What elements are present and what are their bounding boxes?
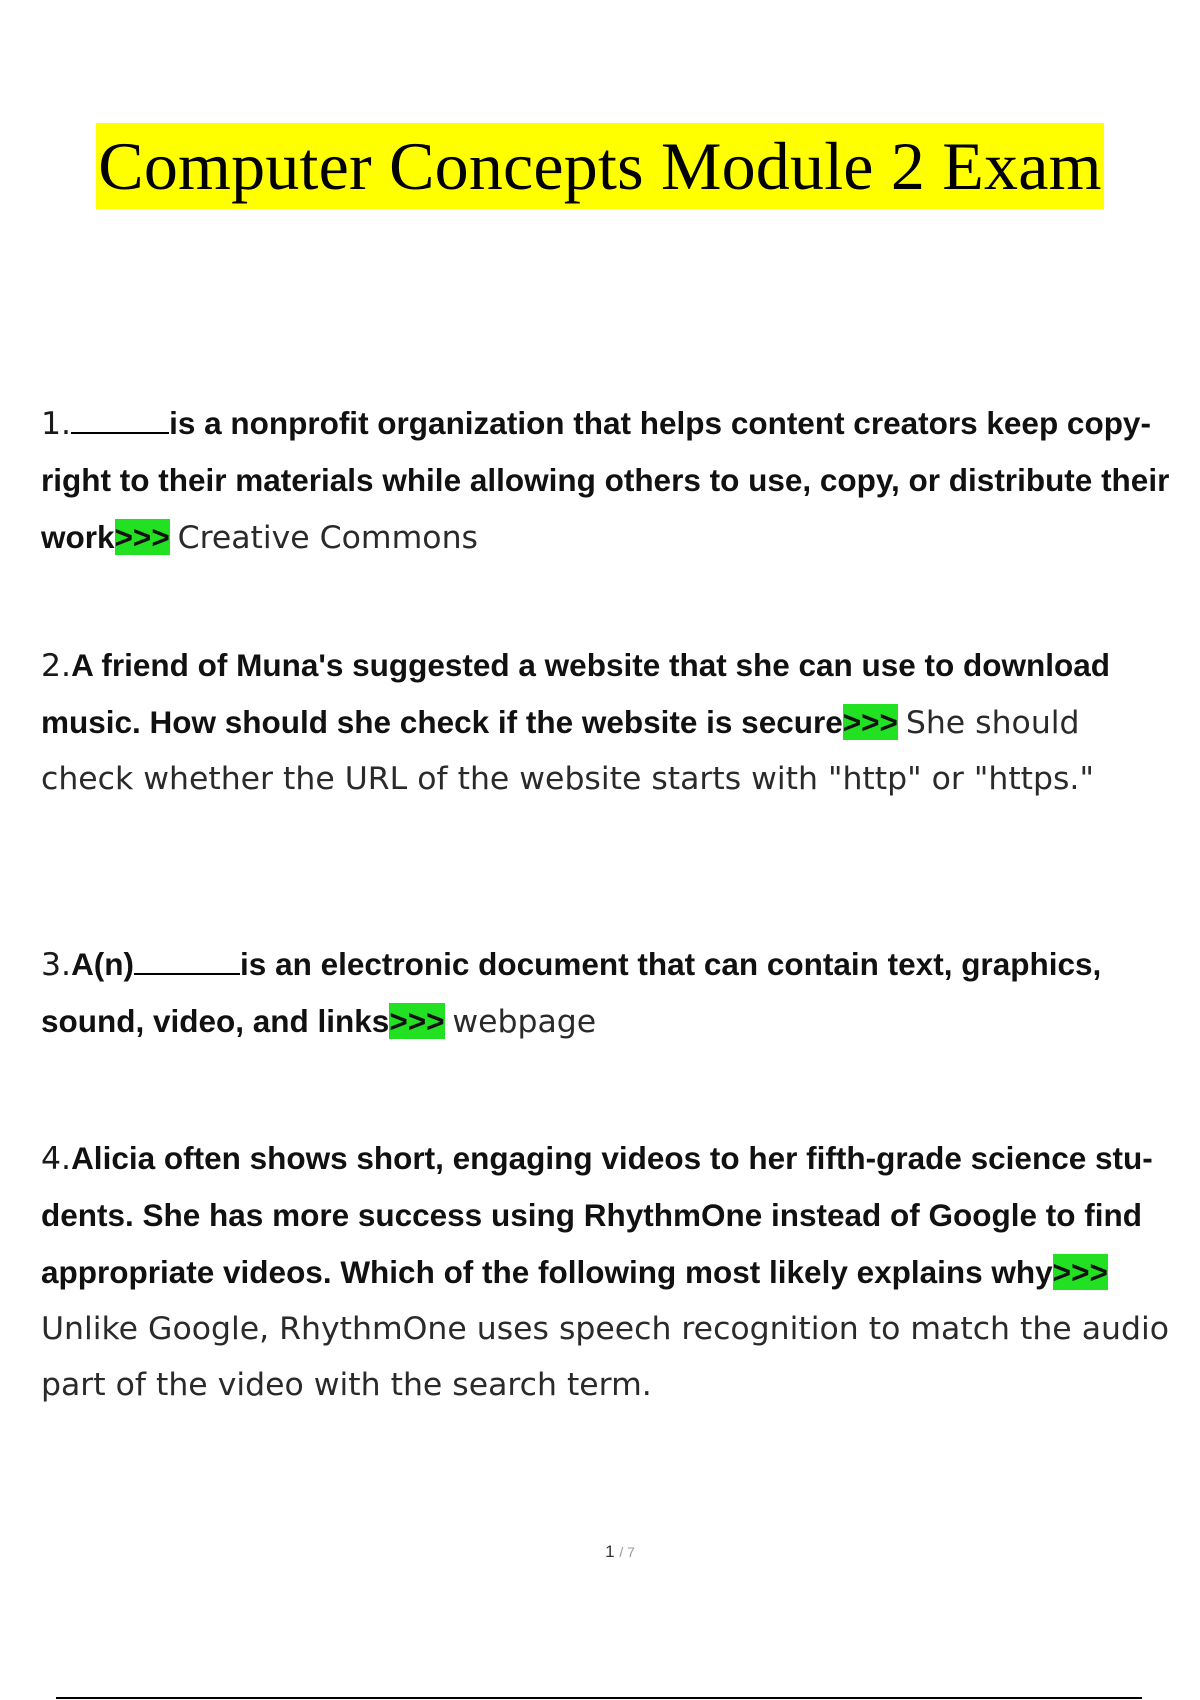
question-number: 1.	[41, 406, 72, 442]
page-total: / 7	[619, 1544, 635, 1560]
question-text: A friend of Muna's suggested a website that she can use to download music. How should she check if the website is secure	[41, 647, 1111, 740]
question-3	[41, 936, 1181, 1050]
question-1	[41, 395, 1181, 566]
footer-divider	[56, 1697, 1142, 1699]
question-2	[41, 637, 1181, 807]
question-number: 4.	[41, 1141, 72, 1177]
question-4	[41, 1130, 1181, 1413]
answer-text: She should check whether the URL of the website starts with "http" or "https."	[41, 705, 1094, 797]
page-current: 1	[605, 1542, 615, 1561]
document-title: Computer Concepts Module 2 Exam	[96, 123, 1103, 209]
title-container	[0, 123, 1200, 209]
answer-text: Unlike Google, RhythmOne uses speech recognition to match the audio part of the video with the search term.	[41, 1311, 1169, 1403]
answer-marker: >>>	[842, 704, 898, 740]
answer-text: Creative Commons	[177, 520, 478, 556]
answer-text: webpage	[452, 1004, 597, 1040]
question-text: Alicia often shows short, engaging videos to her fifth-grade science stu-dents. She has more success using RhythmOne instead of Google to find appropriate videos. Which of the following most likely explains why	[41, 1140, 1153, 1290]
answer-marker: >>>	[1052, 1254, 1108, 1290]
page-indicator	[0, 1542, 1200, 1562]
fill-in-blank	[71, 404, 169, 434]
question-number: 2.	[41, 648, 72, 684]
answer-marker: >>>	[389, 1003, 445, 1039]
question-prefix: A(n)	[71, 946, 135, 982]
question-number: 3.	[41, 947, 72, 983]
question-text: is an electronic document that can contain text, graphics, sound, video, and links	[41, 946, 1102, 1039]
answer-marker: >>>	[114, 519, 170, 555]
question-text: is a nonprofit organization that helps content creators keep copy-right to their materials while allowing others to use, copy, or distribute their work	[41, 405, 1170, 555]
fill-in-blank	[134, 945, 240, 975]
